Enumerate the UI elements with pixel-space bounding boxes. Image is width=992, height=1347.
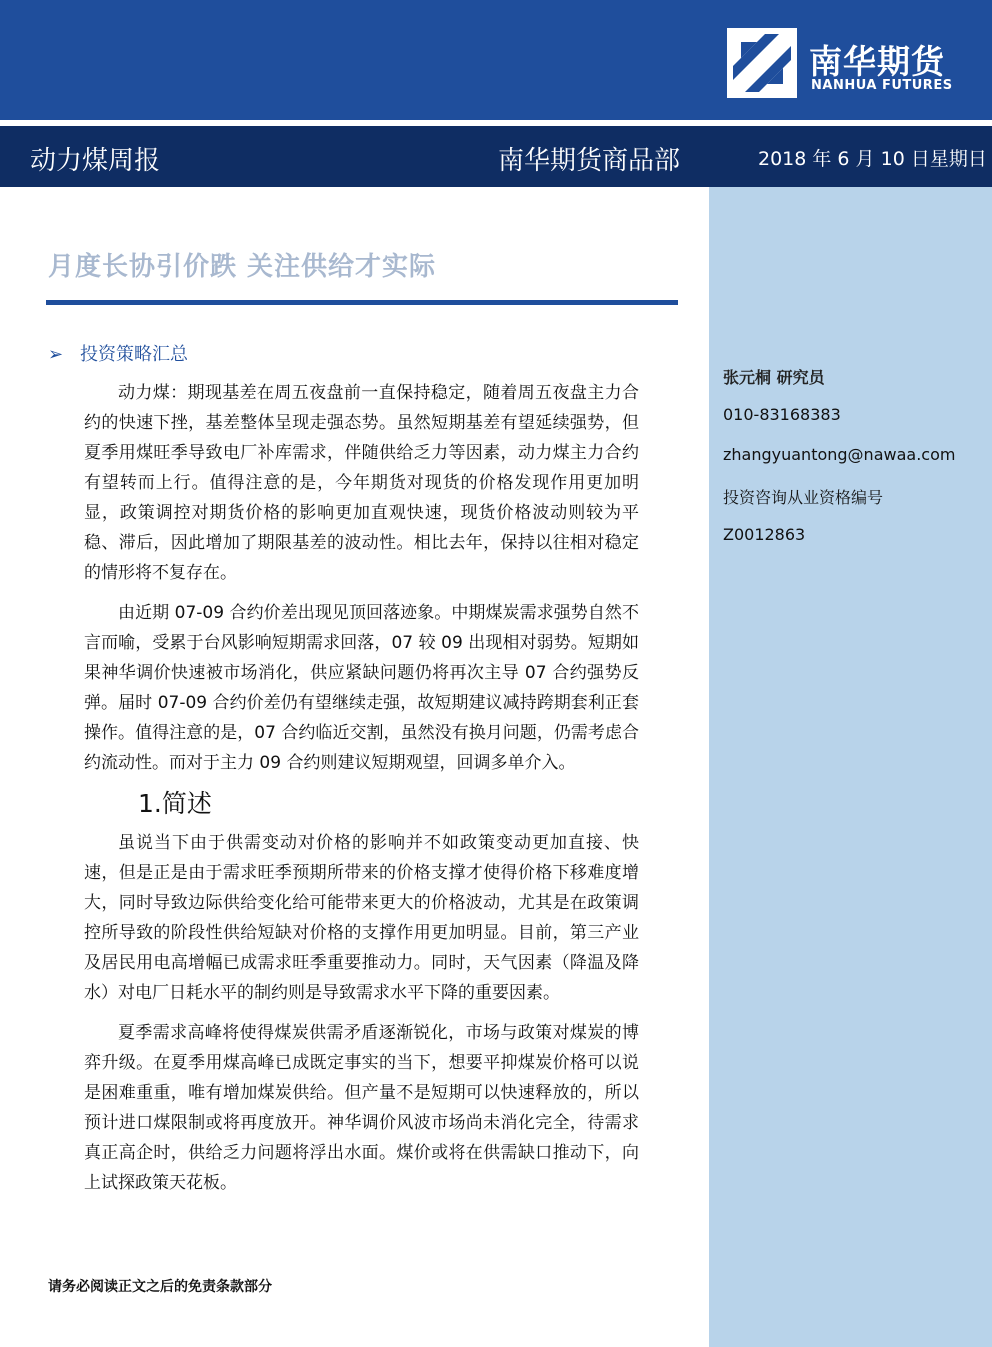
summary-paragraph: 动力煤：期现基差在周五夜盘前一直保持稳定，随着周五夜盘主力合约的快速下挫，基差整体呈现走强态势。虽然短期基差有望延续强势，但夏季用煤旺季导致电厂补库需求，伴随供给乏力等因素，动力煤主力合约有望转而上行。值得注意的是，今年期货对现货的价格发现作用更加明显，政策调控对期货价格的影响更加直观快速，现货价格波动则较为平稳、滞后，因此增加了期限基差的波动性。相比去年，保持以往相对稳定的情形将不复存在。 bbox=[84, 383, 639, 583]
bullet-arrow-icon: ➢ bbox=[48, 344, 64, 365]
header-band bbox=[0, 0, 992, 120]
brand-logo bbox=[727, 28, 967, 98]
summary-section-label: 投资策略汇总 bbox=[80, 344, 188, 365]
section-paragraph: 夏季需求高峰将使得煤炭供需矛盾逐渐锐化，市场与政策对煤炭的博弈升级。在夏季用煤高峰已成既定事实的当下，想要平抑煤炭价格可以说是困难重重，唯有增加煤炭供给。但产量不是短期可以快速释放的，所以预计进口煤限制或将再度放开。神华调价风波市场尚未消化完全，待需求真正高企时，供给乏力问题将浮出水面。煤价或将在供需缺口推动下，向上试探政策天花板。 bbox=[84, 1023, 639, 1193]
summary-paragraph: 由近期 07-09 合约价差出现见顶回落迹象。中期煤炭需求强势自然不言而喻，受累于台风影响短期需求回落，07 较 09 出现相对弱势。短期如果神华调价快速被市场消化，供应紧缺问题仍将再次主导 07 合约强势反弹。届时 07-09 合约价差仍有望继续走强，故短期建议减持跨期套利正套操作。值得注意的是，07 合约临近交割，虽然没有换月问题，仍需考虑合约流动性。而对于主力 09 合约则建议短期观望，回调多单介入。 bbox=[84, 603, 639, 773]
nanhua-logo-icon bbox=[727, 28, 797, 98]
certification-label: 投资咨询从业资格编号 bbox=[723, 488, 884, 507]
analyst-name: 张元桐 研究员 bbox=[723, 368, 825, 387]
disclaimer-note: 请务必阅读正文之后的免责条款部分 bbox=[48, 1279, 272, 1295]
certification-number: Z0012863 bbox=[723, 525, 806, 544]
brand-name-en: NANHUA FUTURES bbox=[811, 78, 953, 93]
page-title: 月度长协引价跌 关注供给才实际 bbox=[48, 252, 437, 282]
section-heading: 1.简述 bbox=[138, 789, 212, 818]
analyst-email[interactable]: zhangyuantong@nawaa.com bbox=[723, 445, 956, 464]
summary-section-heading bbox=[48, 340, 188, 366]
department-name: 南华期货商品部 bbox=[498, 146, 681, 176]
sidebar bbox=[709, 187, 992, 1347]
title-bar bbox=[0, 124, 992, 187]
title-divider bbox=[46, 300, 678, 305]
section-paragraph: 虽说当下由于供需变动对价格的影响并不如政策变动更加直接、快速，但是正是由于需求旺季预期所带来的价格支撑才使得价格下移难度增大，同时导致边际供给变化给可能带来更大的价格波动，尤其是在政策调控所导致的阶段性供给短缺对价格的支撑作用更加明显。目前，第三产业及居民用电高增幅已成需求旺季重要推动力。同时，天气因素（降温及降水）对电厂日耗水平的制约则是导致需求水平下降的重要因素。 bbox=[84, 833, 639, 1003]
analyst-phone: 010-83168383 bbox=[723, 405, 841, 424]
report-date: 2018 年 6 月 10 日星期日 bbox=[758, 148, 987, 170]
report-name: 动力煤周报 bbox=[30, 146, 161, 176]
brand-name-cn: 南华期货 bbox=[809, 42, 945, 81]
